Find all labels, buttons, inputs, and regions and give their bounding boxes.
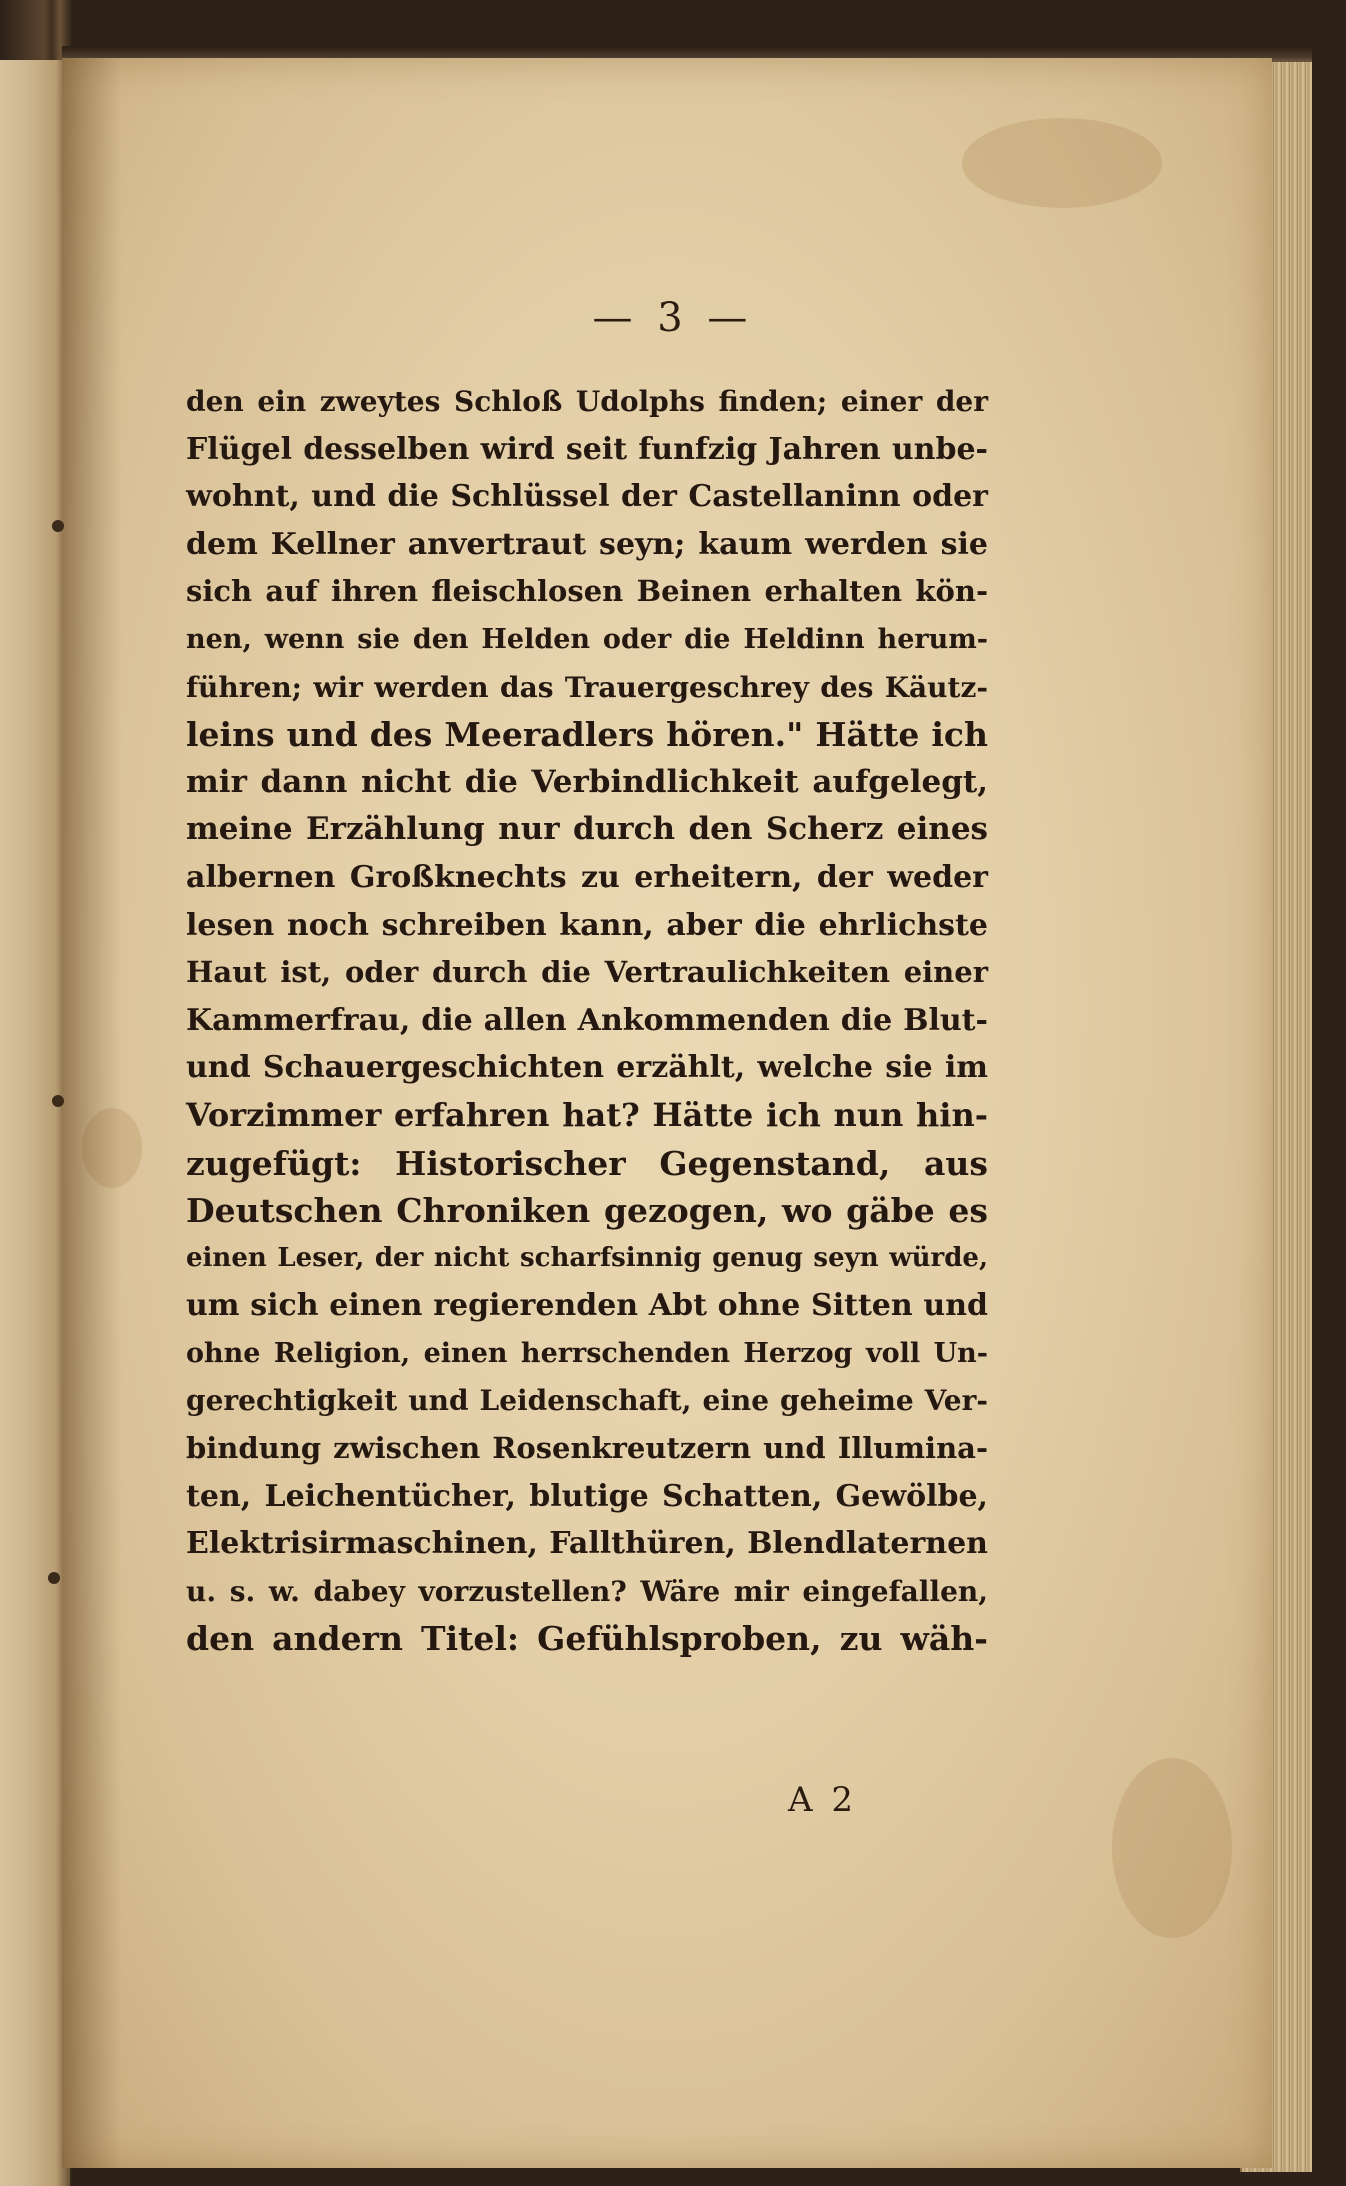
signature-mark: A 2 <box>788 1780 857 1820</box>
text-line: bindung zwischen Rosenkreutzern und Illumina- <box>186 1431 988 1466</box>
binding-hole <box>52 520 64 532</box>
binding-hole <box>48 1572 60 1584</box>
text-line: Vorzimmer erfahren hat? Hätte ich nun hin- <box>186 1095 988 1134</box>
text-line: den ein zweytes Schloß Udolphs finden; einer der <box>186 385 988 418</box>
text-line: ten, Leichentücher, blutige Schatten, Gewölbe, <box>186 1478 988 1514</box>
text-line: u. s. w. dabey vorzustellen? Wäre mir eingefallen, <box>186 1574 988 1608</box>
page-number-header: — 3 — <box>592 295 754 341</box>
text-line: Kammerfrau, die allen Ankommenden die Blut- <box>186 1002 988 1038</box>
text-line: mir dann nicht die Verbindlichkeit aufgelegt, <box>186 763 988 800</box>
text-line: Flügel desselben wird seit funfzig Jahren unbe- <box>186 431 988 467</box>
paper-stain <box>1112 1758 1232 1938</box>
text-line: Haut ist, oder durch die Vertraulichkeiten einer <box>186 955 988 990</box>
text-line: albernen Großknechts zu erheitern, der weder <box>186 859 988 895</box>
body-text <box>186 378 988 1663</box>
text-line: sich auf ihren fleischlosen Beinen erhalten kön- <box>186 574 988 609</box>
text-line: einen Leser, der nicht scharfsinnig genug seyn würde, <box>186 1242 988 1273</box>
text-line: um sich einen regierenden Abt ohne Sitten und <box>186 1288 988 1324</box>
text-line: führen; wir werden das Trauergeschrey des Käutz- <box>186 670 988 704</box>
text-line: leins und des Meeradlers hören." Hätte ich <box>186 715 988 755</box>
spine-edge <box>0 60 70 2186</box>
text-line: zugefügt: Historischer Gegenstand, aus <box>186 1143 988 1183</box>
text-line: wohnt, und die Schlüssel der Castellaninn oder <box>186 479 988 515</box>
text-line: Elektrisirmaschinen, Fallthüren, Blendlaternen <box>186 1526 988 1562</box>
text-line: Deutschen Chroniken gezogen, wo gäbe es <box>186 1191 988 1231</box>
text-line: und Schauergeschichten erzählt, welche sie im <box>186 1050 988 1086</box>
paper-stain <box>962 118 1162 208</box>
text-line: gerechtigkeit und Leidenschaft, eine geheime Ver- <box>186 1384 988 1418</box>
text-line: nen, wenn sie den Helden oder die Heldinn herum- <box>186 623 988 655</box>
text-line: meine Erzählung nur durch den Scherz eines <box>186 811 988 848</box>
gutter-shadow <box>62 58 122 2168</box>
text-line: lesen noch schreiben kann, aber die ehrlichste <box>186 907 988 943</box>
binding-hole <box>52 1095 64 1107</box>
text-line: ohne Religion, einen herrschenden Herzog voll Un- <box>186 1337 988 1369</box>
text-line: den andern Titel: Gefühlsproben, zu wäh- <box>186 1619 988 1659</box>
text-line: dem Kellner anvertraut seyn; kaum werden sie <box>186 526 988 562</box>
